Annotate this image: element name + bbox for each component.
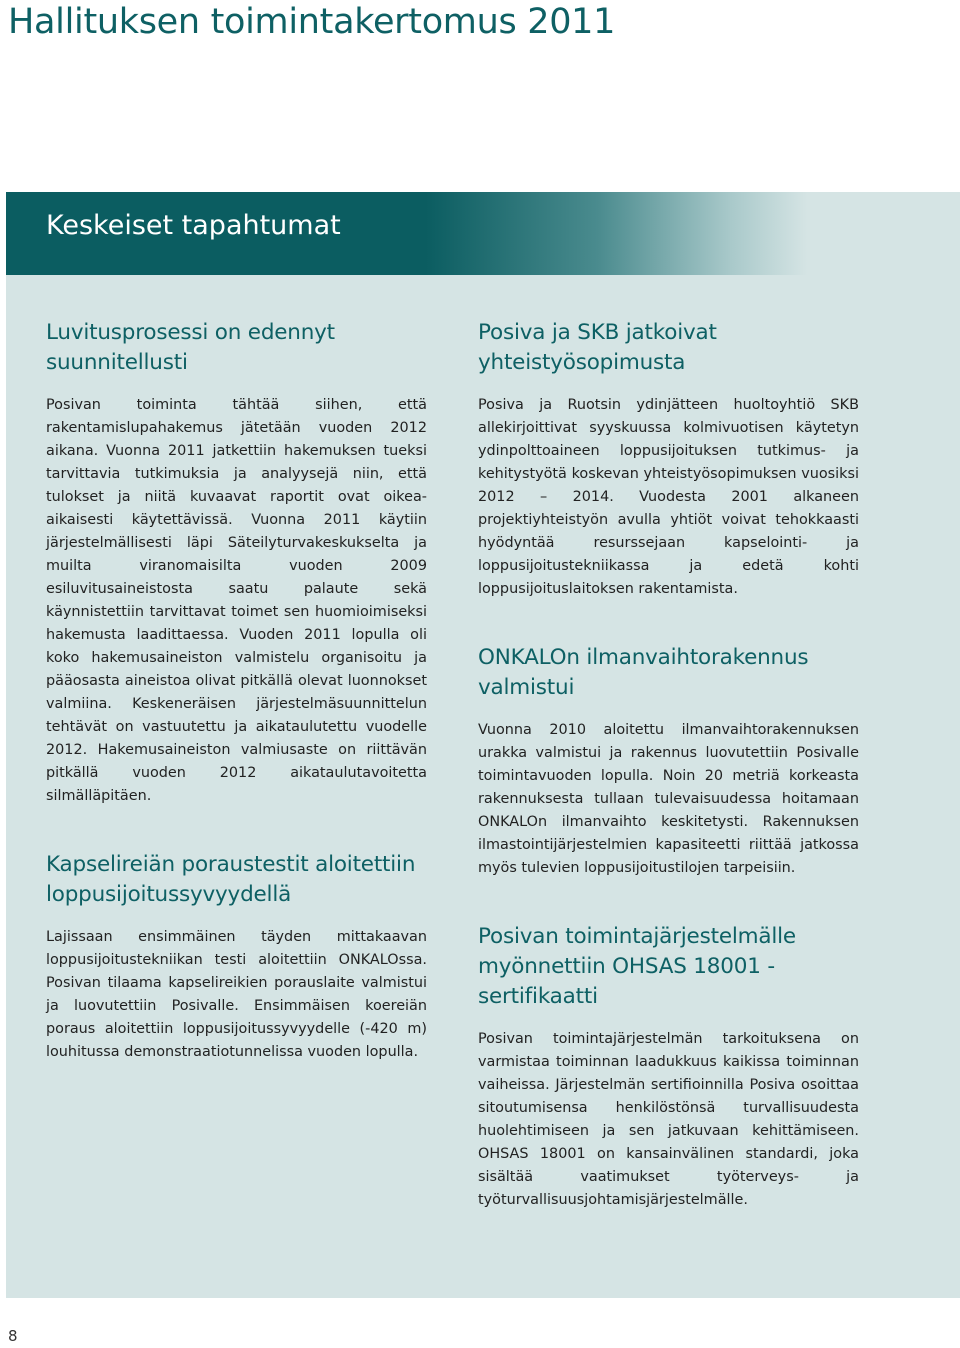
left-column [46,318,427,1064]
heading-licensing-process: Luvitusprosessi on edennyt suunnitellusti [46,320,335,375]
page-title: Hallituksen toimintakertomus 2011 [8,2,616,42]
page-number: 8 [8,1327,18,1345]
heading-ventilation-building: ONKALOn ilmanvaihtorakennus valmistui [478,645,809,700]
section-banner-title: Keskeiset tapahtumat [46,210,341,241]
paragraph-ohsas-certificate: Posivan toimintajärjestelmän tarkoituksena on varmistaa toiminnan laadukkuus kaikissa toiminnan vaiheissa. Järjestelmän sertifioinnilla Posiva osoittaa sitoutumisensa henkilöstönsä turvallisuudesta huolehtimiseen ja sen jatkuvaan kehittämiseen. OHSAS 18001 on kansainvälinen standardi, joka sisältää vaatimukset työterveys- ja työturvallisuusjohtamisjärjestelmälle. [478,1031,859,1208]
right-column [478,318,859,1212]
paragraph-licensing-process: Posivan toiminta tähtää siihen, että rakentamislupahakemus jätetään vuoden 2012 aikana. Vuonna 2011 jatkettiin hakemuksen tueksi tarvittavia tutkimuksia ja analyysejä niin, että tulokset ja niitä kuvaavat raportit ovat oikea-aikaisesti käytettävissä. Vuonna 2011 käytiin järjestelmällisesti läpi Säteilyturvakeskukselta ja muilta viranomaisilta vuoden 2009 esiluvitusaineistosta saatu palaute sekä käynnistettiin tarvittavat toimet sen huomioimiseksi hakemusta laadittaessa. Vuoden 2011 lopulla oli koko hakemusaineiston valmistelu organisoitu ja pääosasta aineistoa olivat pitkällä olevat luonnokset valmiina. Keskeneräisen järjestelmäsuunnittelun tehtävät on vastuutettu ja aikataulutettu vuodelle 2012. Hakemusaineiston valmiusaste on riittävän pitkällä vuoden 2012 aikataulutavoitetta silmälläpitäen. [46,397,427,804]
paragraph-skb-cooperation: Posiva ja Ruotsin ydinjätteen huoltoyhtiö SKB allekirjoittivat syyskuussa kolmivuotisen käytetyn ydinpolttoaineen loppusijoituksen tutkimus- ja kehitystyötä koskevan yhteistyösopimuksen vuosiksi 2012 – 2014. Vuodesta 2001 alkaneen projektiyhteistyön avulla yhtiöt voivat tehokkaasti hyödyntää resurssejaan kapselointi- ja loppusijoitustekniikassa ja edetä kohti loppusijoituslaitoksen rakentamista. [478,397,859,597]
heading-ohsas-certificate: Posivan toimintajärjestelmälle myönnettiin OHSAS 18001 -sertifikaatti [478,924,796,1009]
heading-skb-cooperation: Posiva ja SKB jatkoivat yhteistyösopimusta [478,320,717,375]
paragraph-ventilation-building: Vuonna 2010 aloitettu ilmanvaihtorakennuksen urakka valmistui ja rakennus luovutettiin Posivalle toimintavuoden lopulla. Noin 20 metriä korkeasta rakennuksesta tullaan tulevaisuudessa hoitamaan ONKALOn ilmanvaihto keskitetysti. Rakennuksen ilmastointijärjestelmien kapasiteetti riittää jatkossa myös tulevien loppusijoitustilojen tarpeisiin. [478,722,859,876]
heading-drilling-tests: Kapselireiän poraustestit aloitettiin loppusijoitussyvyydellä [46,852,416,907]
paragraph-drilling-tests: Lajissaan ensimmäinen täyden mittakaavan loppusijoitustekniikan testi aloitettiin ONKALOssa. Posivan tilaama kapselireikien porauslaite valmistui ja luovutettiin Posivalle. Ensimmäisen koereiän poraus aloitettiin loppusijoitussyvyydelle (-420 m) louhitussa demonstraatiotunnelissa vuoden lopulla. [46,929,427,1060]
